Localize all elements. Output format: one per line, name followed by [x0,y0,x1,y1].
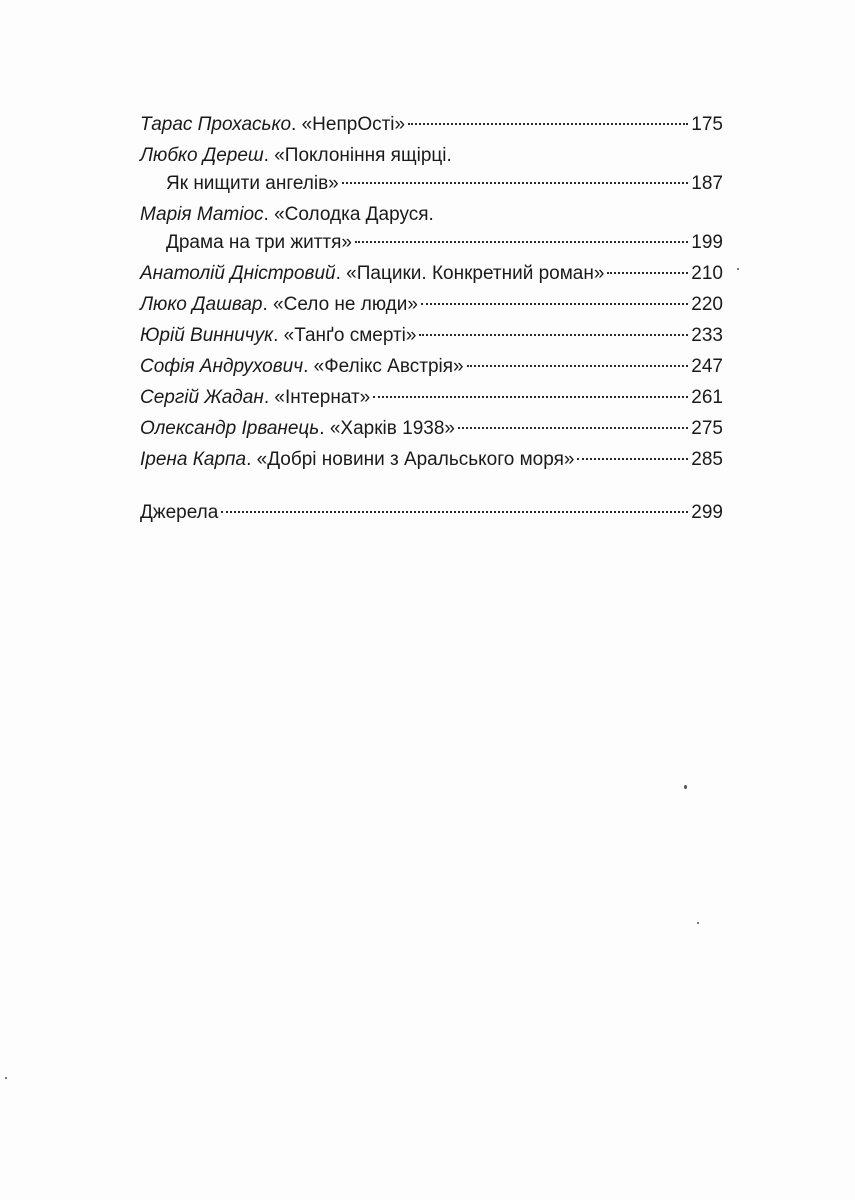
toc-entry-author: Юрій Винничук [140,325,274,346]
toc-entry-title-line2: Як нищити ангелів» [166,173,339,194]
toc-entry-author: Софія Андрухович [140,356,304,377]
toc-entry-sources [140,499,723,527]
toc-entry: Софія Андрухович . «Фелікс Австрія» 247 [140,353,723,381]
toc-entry: Сергій Жадан . «Інтернат» 261 [140,384,723,412]
toc-entry-author: Любко Дереш [140,145,264,166]
scan-speck [697,922,699,924]
dot-leader [355,241,688,243]
dot-leader [342,182,689,184]
dot-leader [421,303,688,305]
toc-entry: Марія Матіос . «Солодка Даруся. Драма на три життя» 199 [140,201,723,257]
toc-entry: Олександр Ірванець . «Харків 1938» 275 [140,415,723,443]
scan-speck [684,785,687,789]
toc-entry-author: Сергій Жадан [140,387,264,408]
toc-entry-title-line1: «Поклоніння ящірці. [274,145,452,166]
toc-entry: Анатолій Дністровий . «Пацики. Конкретний роман» 210 [140,260,723,288]
toc-entry-author: Анатолій Дністровий [140,263,336,284]
scan-speck [737,268,739,270]
toc-entry-page: 199 [691,232,723,253]
toc-entry: Любко Дереш . «Поклоніння ящірці. Як нищити ангелів» 187 [140,142,723,198]
toc-entry-page: 233 [691,325,723,346]
toc-entry-page: 247 [691,356,723,377]
toc-sources-label: Джерела [140,502,219,523]
toc-entry-author: Ірена Карпа [140,449,247,470]
scan-speck [5,1077,7,1079]
toc-entry-title: «НепрОсті» [301,114,406,135]
dot-leader [577,458,688,460]
toc-entry: Юрій Винничук . «Танґо смерті» 233 [140,322,723,350]
toc-entry-page: 261 [691,387,723,408]
toc-entry: Ірена Карпа . «Добрі новини з Аральського моря» 285 [140,446,723,474]
toc-entry-title: «Добрі новини з Аральського моря» [256,449,575,470]
toc-entry: Люко Дашвар . «Село не люди» 220 [140,291,723,319]
toc-entry-author: Тарас Прохасько [140,114,292,135]
section-spacer [140,477,723,499]
dot-leader [221,511,688,513]
toc-entry-title: «Харків 1938» [329,418,455,439]
toc-entry-page: 275 [691,418,723,439]
toc-entry-title: «Пацики. Конкретний роман» [346,263,605,284]
toc-entry-page: 210 [691,263,723,284]
toc-entry-title-line2: Драма на три життя» [166,232,352,253]
toc-entry-title: «Фелікс Австрія» [313,356,464,377]
dot-leader [467,365,689,367]
toc-entry-title: «Село не люди» [273,294,418,315]
toc-entry-title: «Танґо смерті» [283,325,417,346]
toc-entry-author: Люко Дашвар [140,294,263,315]
toc-entry-page: 187 [691,173,723,194]
toc-entry-title: «Інтернат» [274,387,371,408]
toc-entry-page: 285 [691,449,723,470]
toc-entry-page: 220 [691,294,723,315]
toc-entry-author: Олександр Ірванець [140,418,320,439]
dot-leader [373,396,688,398]
dot-leader [419,334,688,336]
toc-entry-title-line1: «Солодка Даруся. [274,204,434,225]
toc-entry: Тарас Прохасько . «НепрОсті» 175 [140,111,723,139]
toc-entry-page: 175 [691,114,723,135]
toc-sources-page: 299 [691,502,723,523]
table-of-contents [140,111,723,530]
dot-leader [607,272,688,274]
toc-entry-author: Марія Матіос [140,204,264,225]
dot-leader [408,123,688,125]
dot-leader [458,427,688,429]
